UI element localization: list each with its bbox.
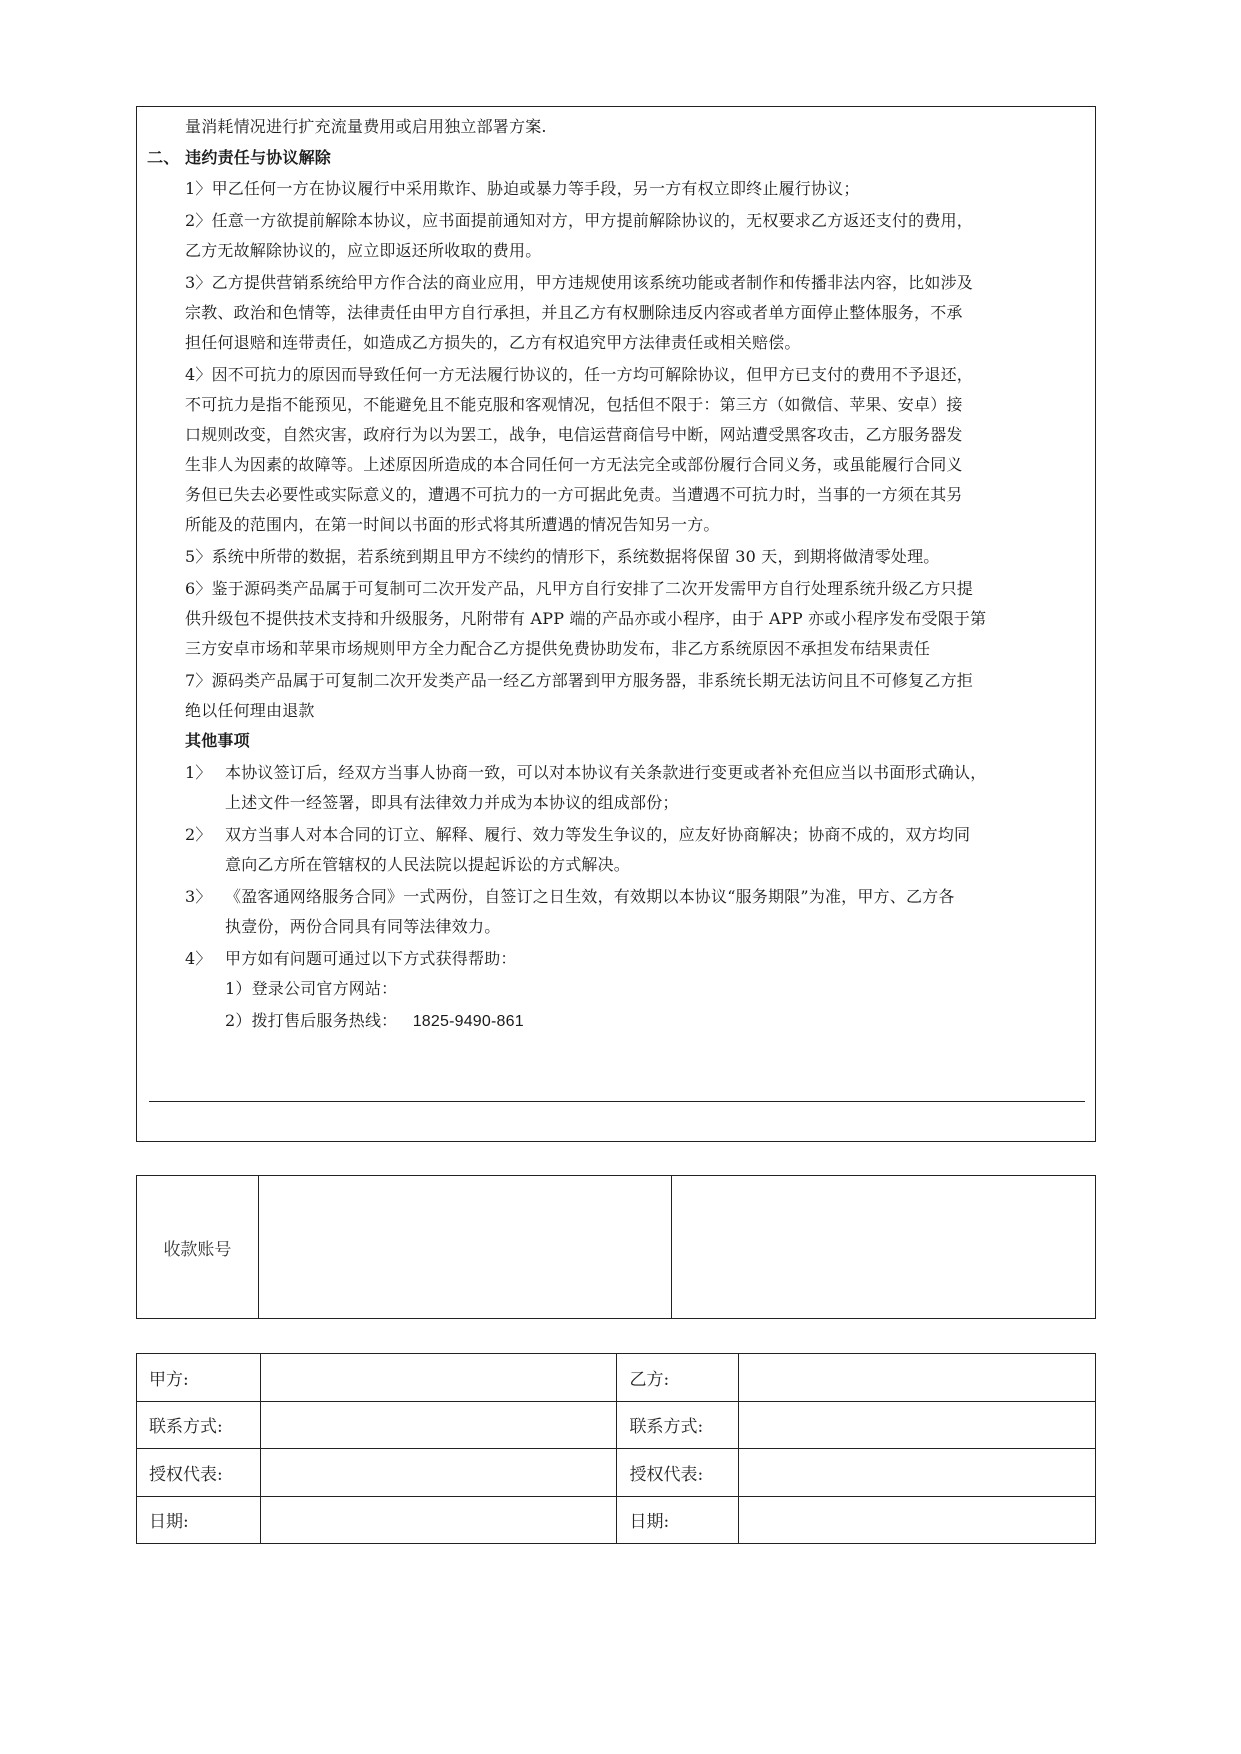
party-a-contact-field[interactable] <box>260 1401 617 1449</box>
help-website: 1）登录公司官方网站： <box>225 979 398 998</box>
s2-line: 务但已失去必要性或实际意义的，遭遇不可抗力的一方可据此免责。当遭遇不可抗力时，当事的一方须在其另 <box>185 485 963 504</box>
other-item-line: 本协议签订后，经双方当事人协商一致，可以对本协议有关条款进行变更或者补充但应当以书面形式确认， <box>225 763 987 782</box>
party-a-date-field[interactable] <box>260 1496 617 1544</box>
party-a-contact-label: 联系方式: <box>137 1401 261 1449</box>
s2-line: 绝以任何理由退款 <box>185 701 315 720</box>
other-item-line: 上述文件一经签署，即具有法律效力并成为本协议的组成部份； <box>225 793 679 812</box>
s2-line: 乙方无故解除协议的，应立即返还所收取的费用。 <box>185 241 542 260</box>
section2-heading: 二、 违约责任与协议解除 <box>147 148 331 167</box>
s2-line: 宗教、政治和色情等，法律责任由甲方自行承担，并且乙方有权删除违反内容或者单方面停止整体服务，不承 <box>185 303 963 322</box>
signature-table <box>136 1353 1096 1544</box>
s2-line: 担任何退赔和连带责任，如造成乙方损失的，乙方有权追究甲方法律责任或相关赔偿。 <box>185 333 801 352</box>
party-b-contact-field[interactable] <box>739 1401 1096 1449</box>
s2-line: 口规则改变，自然灾害，政府行为以为罢工，战争，电信运营商信号中断，网站遭受黑客攻击，乙方服务器发 <box>185 425 963 444</box>
other-item-line: 双方当事人对本合同的订立、解释、履行、效力等发生争议的，应友好协商解决；协商不成的，双方均同 <box>225 825 971 844</box>
other-item-number: 3〉 <box>185 887 212 906</box>
party-b-contact-label: 联系方式: <box>617 1401 739 1449</box>
s2-line: 5〉系统中所带的数据，若系统到期且甲方不续约的情形下，系统数据将保留 30 天，到期将做清零处理。 <box>185 547 940 566</box>
other-item-number: 4〉 <box>185 949 212 968</box>
s2-line: 7〉源码类产品属于可复制二次开发类产品一经乙方部署到甲方服务器，非系统长期无法访问且不可修复乙方拒 <box>185 671 973 690</box>
s2-line: 1〉甲乙任何一方在协议履行中采用欺诈、胁迫或暴力等手段，另一方有权立即终止履行协议； <box>185 179 860 198</box>
bottom-divider <box>149 1101 1085 1102</box>
s2-line: 所能及的范围内，在第一时间以书面的形式将其所遭遇的情况告知另一方。 <box>185 515 720 534</box>
s2-line: 6〉鉴于源码类产品属于可复制可二次开发产品，凡甲方自行安排了二次开发需甲方自行处理系统升级乙方只提 <box>185 579 973 598</box>
party-a-date-label: 日期: <box>137 1496 261 1544</box>
party-b-label: 乙方: <box>617 1354 739 1402</box>
s2-line: 不可抗力是指不能预见，不能避免且不能克服和客观情况，包括但不限于：第三方（如微信、苹果、安卓）接 <box>185 395 963 414</box>
party-b-rep-label: 授权代表: <box>617 1449 739 1497</box>
other-item-line: 甲方如有问题可通过以下方式获得帮助： <box>225 949 517 968</box>
contract-terms-box <box>136 106 1096 1142</box>
other-item-number: 2〉 <box>185 825 212 844</box>
help-hotline-label <box>137 1011 1183 1032</box>
other-item-line: 意向乙方所在管辖权的人民法院以提起诉讼的方式解决。 <box>225 855 631 874</box>
s2-line: 三方安卓市场和苹果市场规则甲方全力配合乙方提供免费协助发布，非乙方系统原因不承担发布结果责任 <box>185 639 931 658</box>
account-cell-2[interactable] <box>672 1176 1096 1319</box>
hotline-number: 1825-9490-861 <box>412 1013 524 1030</box>
s2-line: 4〉因不可抗力的原因而导致任何一方无法履行协议的，任一方均可解除协议，但甲方已支付的费用不予退还， <box>185 365 973 384</box>
s2-line: 3〉乙方提供营销系统给甲方作合法的商业应用，甲方违规使用该系统功能或者制作和传播非法内容，比如涉及 <box>185 273 973 292</box>
party-a-rep-field[interactable] <box>260 1449 617 1497</box>
payment-account-table <box>136 1175 1096 1319</box>
party-b-rep-field[interactable] <box>739 1449 1096 1497</box>
other-item-line: 《盈客通网络服务合同》一式两份，自签订之日生效，有效期以本协议“服务期限”为准，甲方、乙方各 <box>225 887 955 906</box>
line-top: 量消耗情况进行扩充流量费用或启用独立部署方案. <box>185 117 547 136</box>
party-a-field[interactable] <box>260 1354 617 1402</box>
s2-line: 2〉任意一方欲提前解除本协议，应书面提前通知对方，甲方提前解除协议的，无权要求乙方返还支付的费用， <box>185 211 973 230</box>
party-b-date-label: 日期: <box>617 1496 739 1544</box>
party-a-rep-label: 授权代表: <box>137 1449 261 1497</box>
party-b-field[interactable] <box>739 1354 1096 1402</box>
account-label: 收款账号 <box>137 1176 259 1319</box>
party-b-date-field[interactable] <box>739 1496 1096 1544</box>
s2-line: 生非人为因素的故障等。上述原因所造成的本合同任何一方无法完全或部份履行合同义务，或虽能履行合同义 <box>185 455 963 474</box>
other-item-number: 1〉 <box>185 763 212 782</box>
help-hotline-text: 2）拨打售后服务热线： <box>225 1011 398 1030</box>
other-heading: 其他事项 <box>185 731 250 750</box>
party-a-label: 甲方: <box>137 1354 261 1402</box>
s2-line: 供升级包不提供技术支持和升级服务，凡附带有 APP 端的产品亦或小程序，由于 APP 亦或小程序发布受限于第 <box>185 609 987 628</box>
other-item-line: 执壹份，两份合同具有同等法律效力。 <box>225 917 501 936</box>
account-cell-1[interactable] <box>258 1176 672 1319</box>
